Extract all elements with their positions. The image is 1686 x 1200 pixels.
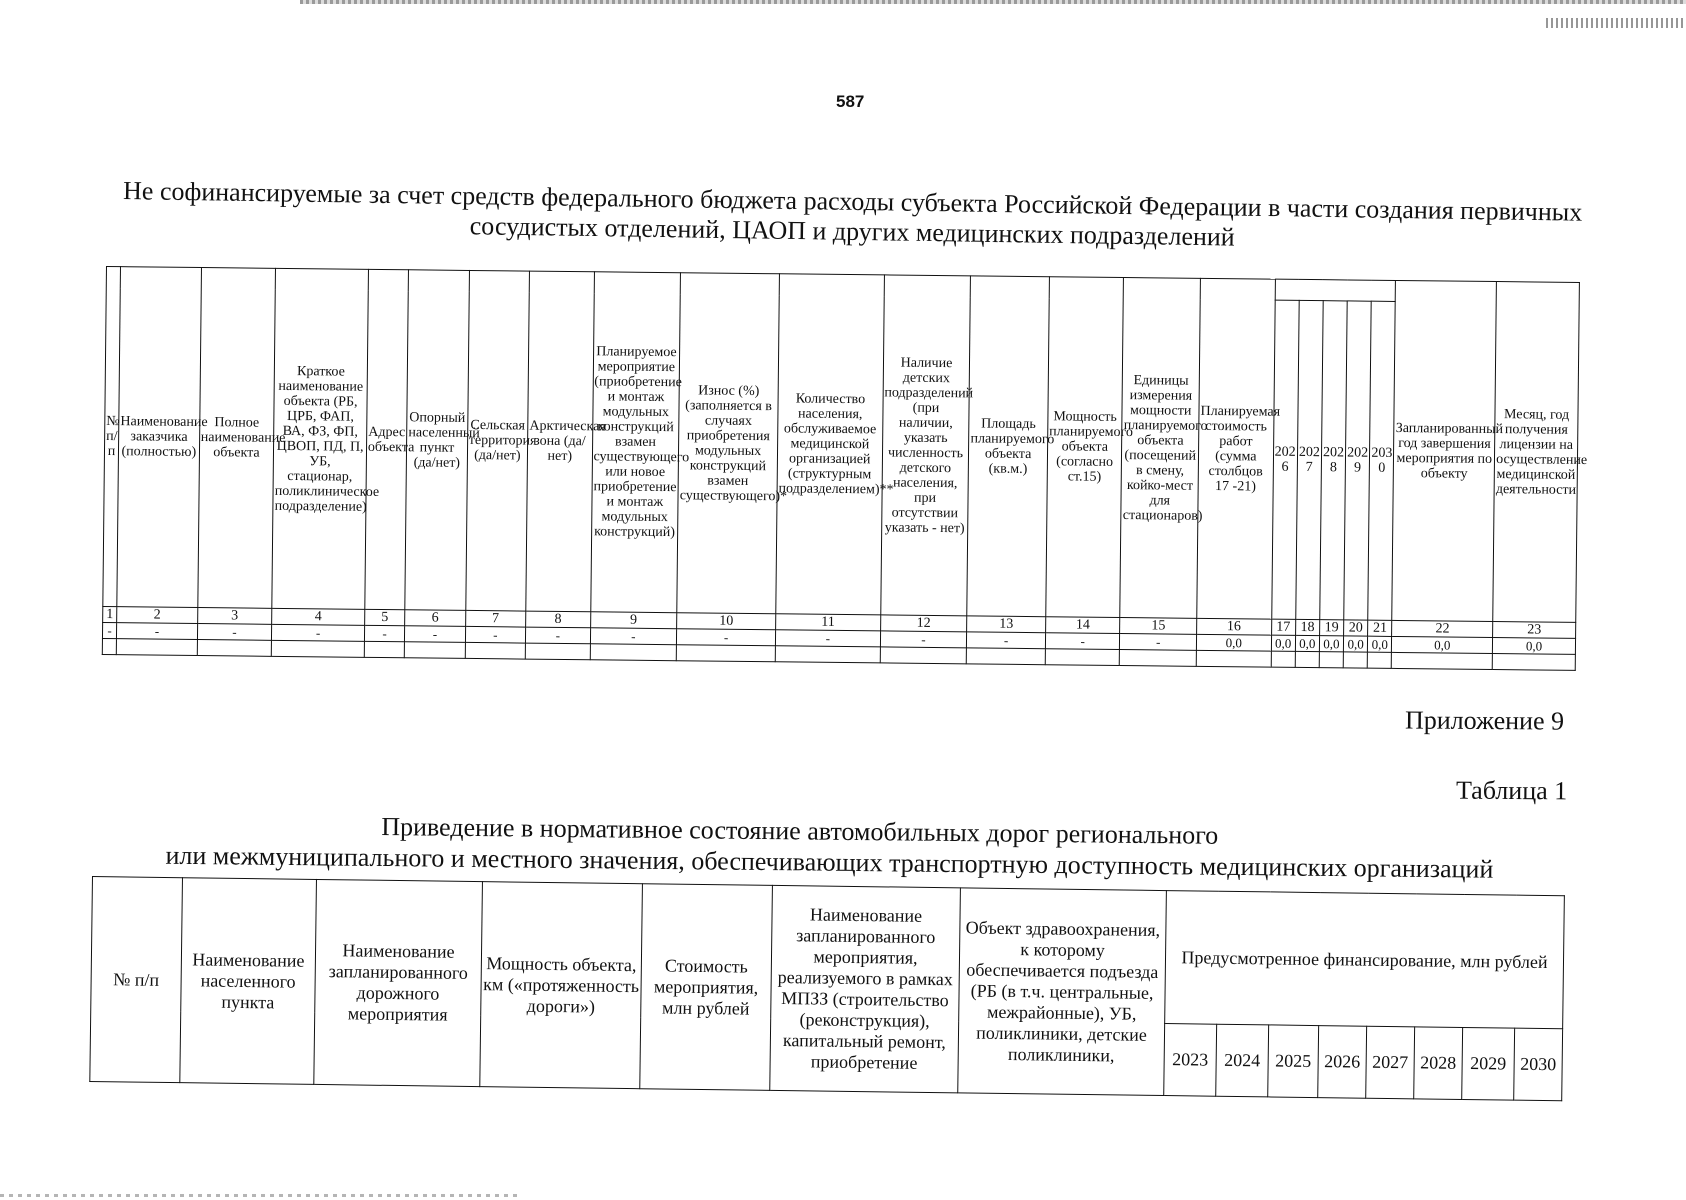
t1-h-14: Мощность планируемого объекта (согласно ст.15) (1046, 277, 1124, 618)
t2-h-7: Объект здравоохранения, к которому обеспечивается подъезда (РБ (в т.ч. центральные, межрайонные), УБ, поликлиники, детские поликлиники, (958, 888, 1167, 1096)
t1-years-caption (1275, 279, 1396, 301)
t1-empty-cell (1196, 650, 1271, 667)
t1-colnum: 1 (103, 606, 117, 622)
t1-colnum: 9 (590, 612, 677, 629)
t1-dash-cell: - (526, 627, 591, 644)
t1-empty-cell (1045, 649, 1120, 666)
table-number-label: Таблица 1 (1455, 775, 1568, 806)
t1-total-cell: 0,0 (1295, 635, 1319, 651)
t1-empty-cell (1367, 652, 1391, 668)
table1-title: Не софинансируемые за счет средств федерального бюджета расходы субъекта Российской Федерации в части создания первичных сосудистых отделений, ЦАОП и других медицинских подразделений (122, 176, 1583, 252)
t1-colnum: 23 (1493, 622, 1576, 639)
t1-empty-cell (197, 640, 272, 657)
page-number: 587 (836, 92, 865, 111)
t1-colnum: 4 (272, 608, 365, 625)
t1-empty-cell (1120, 649, 1197, 666)
scan-edge-top (300, 0, 1686, 4)
t1-dash-cell: - (102, 622, 116, 638)
t1-empty-cell (967, 648, 1046, 665)
t2-h-4: Мощность объекта, км («протяженность дороги») (480, 882, 643, 1089)
t1-empty-cell (1492, 654, 1575, 671)
t1-total-cell: 0,0 (1271, 635, 1295, 651)
t1-h-23: Месяц, год получения лицензии на осуществление медицинской деятельности (1493, 282, 1579, 623)
t1-dash-cell: - (364, 625, 404, 641)
t1-h-20: 2029 (1344, 301, 1372, 620)
t1-h-22: Запланированный год завершения мероприятия по объекту (1392, 280, 1496, 621)
t1-total-cell: 0,0 (1196, 634, 1271, 651)
t2-year-2028: 2028 (1414, 1027, 1463, 1099)
t1-colnum: 8 (526, 611, 591, 628)
t1-colnum: 7 (465, 610, 526, 627)
t1-colnum: 5 (365, 609, 405, 625)
t1-empty-cell (1392, 652, 1493, 669)
t1-colnum: 13 (967, 616, 1046, 633)
t1-h-16: Планируемая стоимость работ (сумма столбцов 17 -21) (1197, 278, 1275, 619)
t2-year-2027: 2027 (1366, 1027, 1415, 1099)
t1-h-8: Арктическая зона (да/нет) (526, 271, 594, 612)
t1-h-17: 2026 (1271, 300, 1299, 619)
t1-empty-cell (465, 642, 526, 659)
t1-empty-cell (272, 640, 365, 657)
table2 (89, 876, 1565, 1101)
t1-empty-cell (404, 642, 465, 659)
table2-title (94, 808, 1565, 885)
scan-edge-right (1546, 18, 1686, 28)
t2-financing-caption: Предусмотренное финансирование, млн рублей (1165, 891, 1565, 1030)
t1-h-5: Адрес объекта (365, 269, 409, 609)
t2-h-3: Наименование запланированного дорожного мероприятия (314, 879, 483, 1086)
t1-h-9: Планируемое мероприятие (приобретение и монтаж модульных конструкций взамен существующего или новое приобретение и монтаж модульных конструкций) (590, 272, 680, 613)
t1-empty-cell (1319, 652, 1343, 668)
t2-year-2025: 2025 (1268, 1025, 1319, 1097)
t1-colnum: 14 (1046, 617, 1121, 634)
t1-h-3: Полное наименование объекта (197, 268, 275, 609)
t1-dash-cell: - (967, 632, 1046, 649)
t1-empty-cell (880, 647, 967, 664)
t1-h-10: Износ (%) (заполняется в случаях приобретения модульных конструкций взамен существующего)* (677, 273, 779, 614)
t1-dash-cell: - (677, 629, 776, 646)
t1-dash-cell: - (590, 628, 677, 645)
t1-total-cell: 0,0 (1368, 636, 1392, 652)
t1-total-cell: 0,0 (1392, 636, 1493, 653)
t1-dash-cell: - (197, 624, 272, 641)
t2-year-2023: 2023 (1164, 1024, 1217, 1096)
t1-colnum: 3 (197, 608, 272, 625)
t2-h-2: Наименование населенного пункта (180, 878, 317, 1085)
t1-empty-cell (525, 643, 590, 660)
table2-title-line1: Приведение в нормативное состояние автомобильных дорог регионального (381, 812, 1219, 850)
table2-header-row1 (91, 877, 1565, 1030)
t1-h-13: Площадь планируемого объекта (кв.м.) (967, 276, 1049, 617)
scan-edge-bottom (0, 1194, 520, 1197)
t1-empty-cell (1271, 651, 1295, 667)
t1-colnum: 2 (117, 607, 198, 624)
t1-h-11: Количество населения, обслуживаемое медицинской организацией (структурным подразделением)** (776, 274, 884, 615)
t1-total-cell: 0,0 (1319, 636, 1343, 652)
t1-total-cell: 0,0 (1343, 636, 1367, 652)
t1-colnum: 10 (677, 613, 776, 630)
t1-empty-cell (676, 645, 775, 662)
table1 (102, 266, 1588, 671)
t1-h-12: Наличие детских подразделений (при наличии, указать численность детского населения, при отсутствии указать - нет) (880, 275, 970, 616)
t1-h-15: Единицы измерения мощности планируемого объекта (посещений в смену, койко-мест для стационаров) (1120, 278, 1200, 619)
t1-h-7: Сельская территория (да/нет) (465, 270, 529, 611)
t1-dash-cell: - (272, 624, 365, 641)
t1-colnum: 12 (880, 615, 967, 632)
t1-empty-cell (1343, 652, 1367, 668)
t1-empty-cell (590, 644, 677, 661)
t1-dash-cell: - (465, 626, 526, 643)
t1-h-18: 2027 (1295, 300, 1323, 619)
t2-h-1: № п/п (90, 877, 183, 1083)
t1-total-cell: 0,0 (1493, 638, 1576, 655)
t2-h-5: Стоимость мероприятия, млн рублей (640, 884, 773, 1091)
t2-year-2026: 2026 (1318, 1026, 1367, 1098)
table1-year-caption-row (106, 267, 1579, 304)
t1-colnum: 15 (1120, 617, 1197, 634)
t1-h-1: № п/п (103, 267, 121, 607)
t1-colnum: 17 (1271, 619, 1295, 635)
table2-title-line2: или межмуниципального и местного значения, обеспечивающих транспортную доступность медицинских организаций (165, 840, 1494, 884)
t1-empty-cell (116, 639, 197, 656)
t1-empty-cell (1295, 651, 1319, 667)
t2-year-2024: 2024 (1216, 1025, 1269, 1097)
t1-colnum: 16 (1197, 618, 1272, 635)
t2-h-6: Наименование запланированного мероприятия, реализуемого в рамках МПЗЗ (строительство (реконструкция), капитальный ремонт, приобретение (770, 885, 961, 1092)
t1-colnum: 6 (405, 610, 466, 627)
t1-colnum: 20 (1344, 620, 1368, 636)
t2-year-2029: 2029 (1462, 1028, 1515, 1100)
t1-empty-cell (102, 638, 116, 654)
t1-empty-cell (775, 646, 880, 663)
t1-colnum: 21 (1368, 620, 1392, 636)
t1-h-4: Краткое наименование объекта (РБ, ЦРБ, ФАП, ВА, ФЗ, ФП, ЦВОП, ПД, П, УБ, стационар, поликлиническое подразделение) (272, 268, 368, 609)
t1-dash-cell: - (1120, 633, 1197, 650)
t1-colnum: 11 (776, 614, 881, 631)
t1-empty-cell (364, 641, 404, 657)
t1-h-6: Опорный населенный пункт (да/нет) (405, 270, 469, 611)
t1-h-2: Наименование заказчика (полностью) (117, 267, 201, 608)
appendix-label: Приложение 9 (1404, 705, 1565, 736)
t1-dash-cell: - (405, 626, 466, 643)
t2-year-2030: 2030 (1514, 1029, 1563, 1101)
t1-dash-cell: - (775, 630, 880, 647)
t1-colnum: 18 (1295, 619, 1319, 635)
t1-dash-cell: - (880, 631, 967, 648)
t1-h-19: 2028 (1320, 301, 1348, 620)
t1-h-21: 2030 (1368, 301, 1396, 620)
t1-colnum: 19 (1319, 620, 1343, 636)
t1-dash-cell: - (1045, 633, 1120, 650)
t1-dash-cell: - (117, 623, 198, 640)
t1-colnum: 22 (1392, 620, 1493, 637)
